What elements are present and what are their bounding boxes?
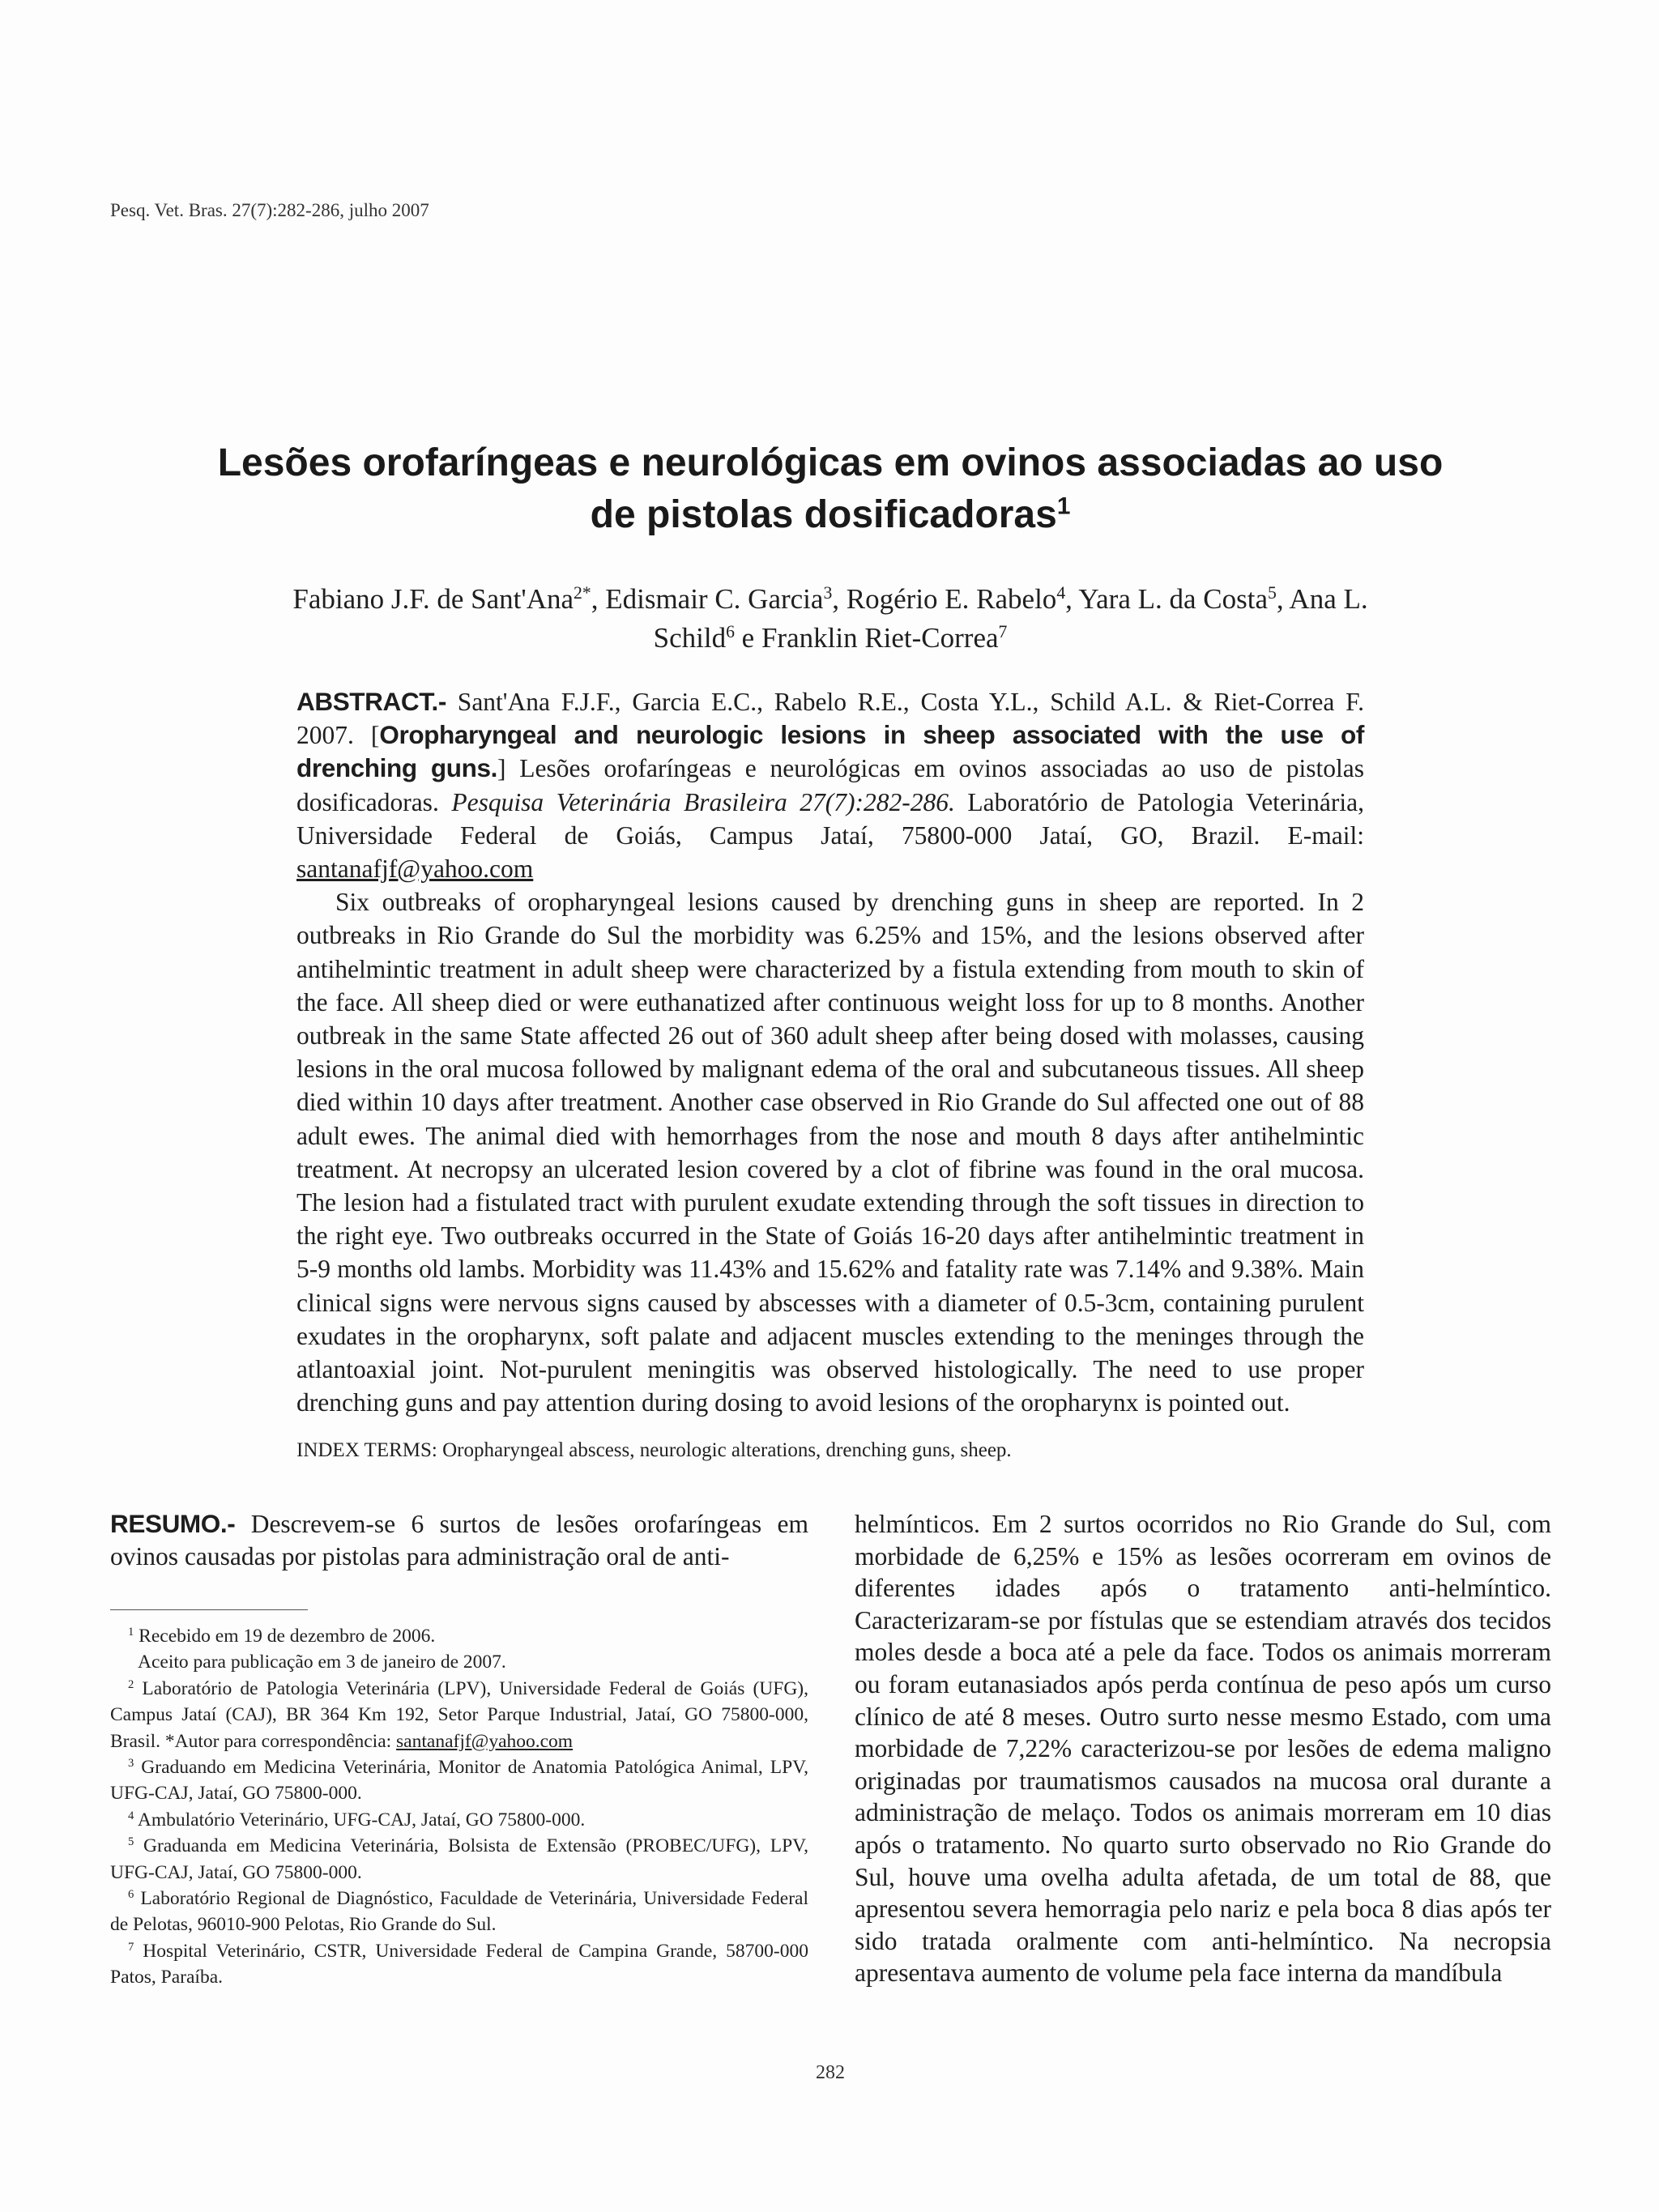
- abstract-english-title: Oropharyngeal and neurologic lesions in sheep associated with the use of drenching guns.: [296, 720, 1364, 783]
- footnote: [110, 1623, 808, 1649]
- page-number: 282: [816, 2062, 845, 2083]
- author-mark: 2*: [574, 583, 591, 603]
- abstract-label: ABSTRACT.-: [296, 687, 446, 716]
- footnote: [110, 1886, 808, 1938]
- author-mark: 3: [823, 583, 833, 603]
- footnote: [110, 1676, 808, 1754]
- abstract-affiliation: Laboratório de Patologia Veterinária, Universidade Federal de Goiás, Campus Jataí, 75800-000 Jataí, GO, Brazil. E-mail:: [296, 787, 1364, 850]
- footnote-text: Laboratório Regional de Diagnóstico, Faculdade de Veterinária, Universidade Federal de Pelotas, 96010-900 Pelotas, Rio Grande do Sul.: [110, 1888, 808, 1936]
- footnote-mark: 5: [128, 1835, 134, 1849]
- footnote-mark: 7: [128, 1940, 134, 1954]
- abstract-body: Six outbreaks of oropharyngeal lesions caused by drenching guns in sheep are reported. In 2 outbreaks in Rio Grande do Sul the morbidity was 6.25% and 15%, and the lesions observed after antihelmintic treatment in adult sheep were characterized by a fistula extending from mouth to skin of the face. All sheep died or were euthanatized after continuous weight loss for up to 8 months. Another outbreak in the same State affected 26 out of 360 adult sheep after being dosed with molasses, causing lesions in the oral mucosa followed by malignant edema of the oral and subcutaneous tissues. All sheep died within 10 days after treatment. Another case observed in Rio Grande do Sul affected one out of 88 adult ewes. The animal died with hemorrhages from the nose and mouth 8 days after antihelmintic treatment. At necropsy an ulcerated lesion covered by a clot of fibrine was found in the oral mucosa. The lesion had a fistulated tract with purulent exudate extending through the soft tissues in direction to the right eye. Two outbreaks occurred in the State of Goiás 16-20 days after antihelmintic treatment in 5-9 months old lambs. Morbidity was 11.43% and 15.62% and fatality rate was 7.14% and 9.38%. Main clinical signs were nervous signs caused by abscesses with a diameter of 0.5-3cm, containing purulent exudates in the oropharynx, soft palate and adjacent muscles extending to the meninges through the atlantoaxial joint. Not-purulent meningitis was observed histologically. The need to use proper drenching guns and pay attention during dosing to avoid lesions of the oropharynx is pointed out.: [296, 888, 1364, 1417]
- footnote-text: Graduanda em Medicina Veterinária, Bolsista de Extensão (PROBEC/UFG), LPV, UFG-CAJ, Jataí, GO 75800-000.: [110, 1835, 808, 1883]
- title-text: Lesões orofaríngeas e neurológicas em ovinos associadas ao uso de pistolas dosificadoras: [217, 441, 1444, 536]
- footnote: [110, 1754, 808, 1807]
- author-list: [267, 580, 1393, 658]
- author-separator: ,: [1276, 583, 1290, 615]
- footnote: [110, 1807, 808, 1833]
- footnote-email-link[interactable]: santanafjf@yahoo.com: [396, 1730, 574, 1752]
- resumo-text: Descrevem-se 6 surtos de lesões orofaríngeas em ovinos causadas por pistolas para administração oral de anti-: [110, 1510, 808, 1571]
- footnote-mark: 4: [128, 1809, 134, 1822]
- footnote-mark: 3: [128, 1757, 134, 1771]
- footnote-text: Graduando em Medicina Veterinária, Monitor de Anatomia Patológica Animal, LPV, UFG-CAJ, Jataí, GO 75800-000.: [110, 1757, 808, 1805]
- footnote-text: Aceito para publicação em 3 de janeiro de 2007.: [138, 1652, 506, 1673]
- author-separator: ,: [832, 583, 847, 615]
- article-title: [203, 437, 1458, 541]
- author-mark: 7: [998, 622, 1008, 642]
- author-separator: e: [734, 622, 761, 654]
- footnote-mark: 1: [128, 1626, 134, 1639]
- resumo: [110, 1508, 808, 1572]
- footnote-mark: 2: [128, 1677, 134, 1691]
- footnote: [110, 1833, 808, 1886]
- footnote-text: Laboratório de Patologia Veterinária (LPV), Universidade Federal de Goiás (UFG), Campus Jataí (CAJ), BR 364 Km 192, Setor Parque Industrial, Jataí, GO 75800-000, Brasil. *Autor para correspondência:: [110, 1677, 808, 1752]
- abstract-citation-paragraph: [296, 685, 1364, 885]
- abstract-authors: Sant'Ana F.J.F., Garcia E.C., Rabelo R.E., Costa Y.L., Schild A.L. & Riet-Correa F. 2007. [: [296, 688, 1364, 750]
- abstract-portuguese-title: ] Lesões orofaríngeas e neurológicas em ovinos associadas ao uso de pistolas dosificadoras.: [296, 754, 1364, 816]
- author-separator: ,: [1065, 583, 1079, 615]
- footnote: [110, 1938, 808, 1991]
- footnote-text: Recebido em 19 de dezembro de 2006.: [134, 1626, 436, 1647]
- author: Ana L. Schild: [653, 583, 1368, 654]
- abstract: [296, 685, 1364, 1419]
- author-mark: 4: [1056, 583, 1066, 603]
- footnote: [110, 1649, 808, 1675]
- abstract-journal: Pesquisa Veterinária Brasileira 27(7):282-286.: [451, 787, 955, 816]
- author: Yara L. da Costa: [1078, 583, 1268, 615]
- right-column-text: [855, 1508, 1551, 1989]
- journal-citation: Pesq. Vet. Bras. 27(7):282-286, julho 2007: [110, 200, 429, 220]
- footnotes: [110, 1623, 808, 1991]
- author: Fabiano J.F. de Sant'Ana: [292, 583, 574, 615]
- author-separator: ,: [591, 583, 606, 615]
- author: Edismair C. Garcia: [605, 583, 824, 615]
- abstract-email-link[interactable]: santanafjf@yahoo.com: [296, 855, 534, 884]
- footnote-text: Hospital Veterinário, CSTR, Universidade Federal de Campina Grande, 58700-000 Patos, Paraíba.: [110, 1940, 808, 1988]
- body-paragraph: helmínticos. Em 2 surtos ocorridos no Rio Grande do Sul, com morbidade de 6,25% e 15% as lesões ocorreram em ovinos de diferentes idades após o tratamento anti-helmíntico. Caracterizaram-se por fístulas que se estendiam através dos tecidos moles desde a boca até a pele da face. Todos os animais morreram ou foram eutanasiados após perda contínua de peso após um curso clínico de até 8 meses. Outro surto nesse mesmo Estado, com uma morbidade de 7,22% caracterizou-se por lesões de edema maligno originadas por traumatismos causados na mucosa oral durante a administração de melaço. Todos os animais morreram em 10 dias após o tratamento. No quarto surto observado no Rio Grande do Sul, houve uma ovelha adulta afetada, de um total de 88, que apresentou severa hemorragia pelo nariz e pela boca 8 dias após ter sido tratada oralmente com anti-helmíntico. Na necropsia apresentava aumento de volume pela face interna da mandíbula: [855, 1510, 1551, 1988]
- resumo-label: RESUMO.-: [110, 1509, 236, 1538]
- author-mark: 6: [726, 622, 735, 642]
- author-mark: 5: [1268, 583, 1277, 603]
- author: Franklin Riet-Correa: [761, 622, 999, 654]
- footnote-text: Ambulatório Veterinário, UFG-CAJ, Jataí, GO 75800-000.: [134, 1809, 586, 1831]
- footnote-divider: [110, 1609, 308, 1610]
- footnote-mark: 6: [128, 1888, 134, 1902]
- title-footnote-mark: 1: [1056, 492, 1071, 520]
- author: Rogério E. Rabelo: [846, 583, 1057, 615]
- index-terms: INDEX TERMS: Oropharyngeal abscess, neurologic alterations, drenching guns, sheep.: [296, 1439, 1012, 1461]
